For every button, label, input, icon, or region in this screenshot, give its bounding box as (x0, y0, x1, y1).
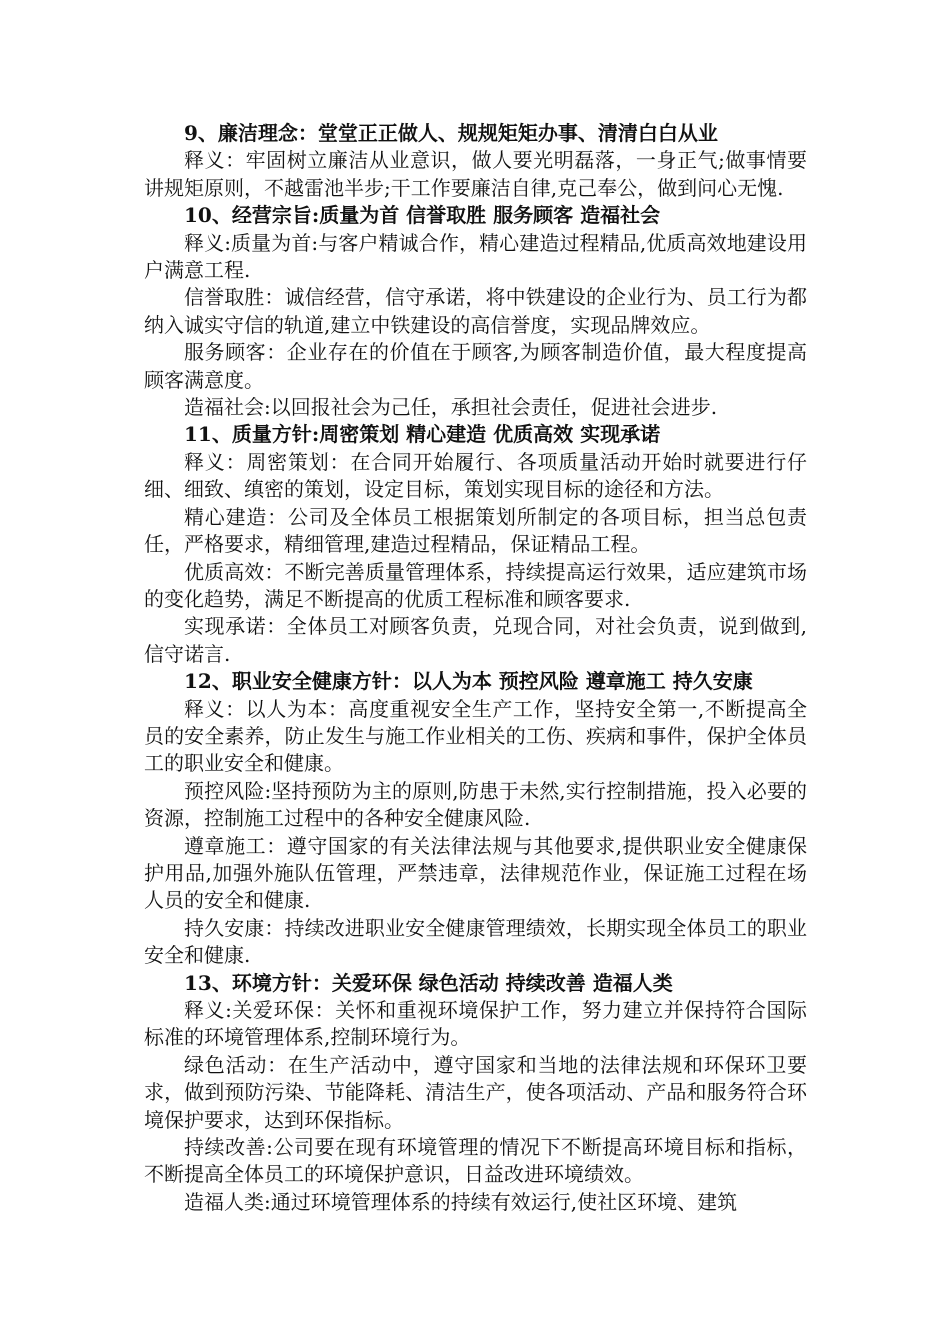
body-paragraph: 释义：以人为本：高度重视安全生产工作，坚持安全第一,不断提高全员的安全素养，防止发生与施工作业相关的工伤、疾病和事件，保护全体员工的职业安全和健康。 (144, 696, 807, 776)
body-paragraph: 服务顾客：企业存在的价值在于顾客,为顾客制造价值，最大程度提高顾客满意度。 (144, 340, 807, 392)
body-paragraph: 释义:关爱环保：关怀和重视环境保护工作，努力建立并保持符合国际标准的环境管理体系,控制环境行为。 (144, 998, 807, 1050)
body-paragraph: 精心建造：公司及全体员工根据策划所制定的各项目标，担当总包责任，严格要求，精细管理,建造过程精品，保证精品工程。 (144, 504, 807, 557)
body-paragraph: 遵章施工：遵守国家的有关法律法规与其他要求,提供职业安全健康保护用品,加强外施队伍管理，严禁违章，法律规范作业，保证施工过程在场人员的安全和健康. (144, 833, 807, 913)
body-paragraph: 绿色活动：在生产活动中，遵守国家和当地的法律法规和环保环卫要求，做到预防污染、节能降耗、清洁生产，使各项活动、产品和服务符合环境保护要求，达到环保指标。 (144, 1052, 807, 1132)
body-paragraph: 信誉取胜：诚信经营，信守承诺，将中铁建设的企业行为、员工行为都纳入诚实守信的轨道,建立中铁建设的高信誉度，实现品牌效应。 (144, 285, 807, 337)
body-paragraph: 优质高效：不断完善质量管理体系，持续提高运行效果，适应建筑市场的变化趋势，满足不断提高的优质工程标准和顾客要求. (144, 559, 807, 611)
body-paragraph: 持续改善:公司要在现有环境管理的情况下不断提高环境目标和指标，不断提高全体员工的环境保护意识，日益改进环境绩效。 (144, 1135, 807, 1187)
body-paragraph: 释义：周密策划：在合同开始履行、各项质量活动开始时就要进行仔细、细致、缜密的策划，设定目标，策划实现目标的途径和方法。 (144, 449, 807, 502)
body-paragraph: 释义：牢固树立廉洁从业意识，做人要光明磊落，一身正气;做事情要讲规矩原则，不越雷池半步;干工作要廉洁自律,克己奉公，做到问心无愧. (144, 148, 807, 200)
body-paragraph: 预控风险:坚持预防为主的原则,防患于未然,实行控制措施，投入必要的资源，控制施工过程中的各种安全健康风险. (144, 778, 807, 831)
section-heading-12: 12、职业安全健康方针：以人为本 预控风险 遵章施工 持久安康 (184, 669, 753, 694)
section-heading-9: 9、廉洁理念：堂堂正正做人、规规矩矩办事、清清白白从业 (184, 121, 718, 145)
document-page (144, 120, 807, 1216)
body-paragraph: 造福社会:以回报社会为己任，承担社会责任，促进社会进步. (184, 395, 718, 420)
body-paragraph: 释义:质量为首:与客户精诚合作，精心建造过程精品,优质高效地建设用户满意工程. (144, 230, 807, 283)
body-paragraph: 实现承诺：全体员工对顾客负责，兑现合同，对社会负责，说到做到,信守诺言. (144, 614, 807, 666)
body-paragraph: 造福人类:通过环境管理体系的持续有效运行,使社区环境、建筑 (184, 1189, 738, 1214)
section-heading-11: 11、质量方针:周密策划 精心建造 优质高效 实现承诺 (184, 422, 661, 447)
body-paragraph: 持久安康：持续改进职业安全健康管理绩效，长期实现全体员工的职业安全和健康. (144, 915, 807, 968)
section-heading-10: 10、经营宗旨:质量为首 信誉取胜 服务顾客 造福社会 (184, 203, 661, 228)
section-heading-13: 13、环境方针：关爱环保 绿色活动 持续改善 造福人类 (184, 970, 673, 995)
